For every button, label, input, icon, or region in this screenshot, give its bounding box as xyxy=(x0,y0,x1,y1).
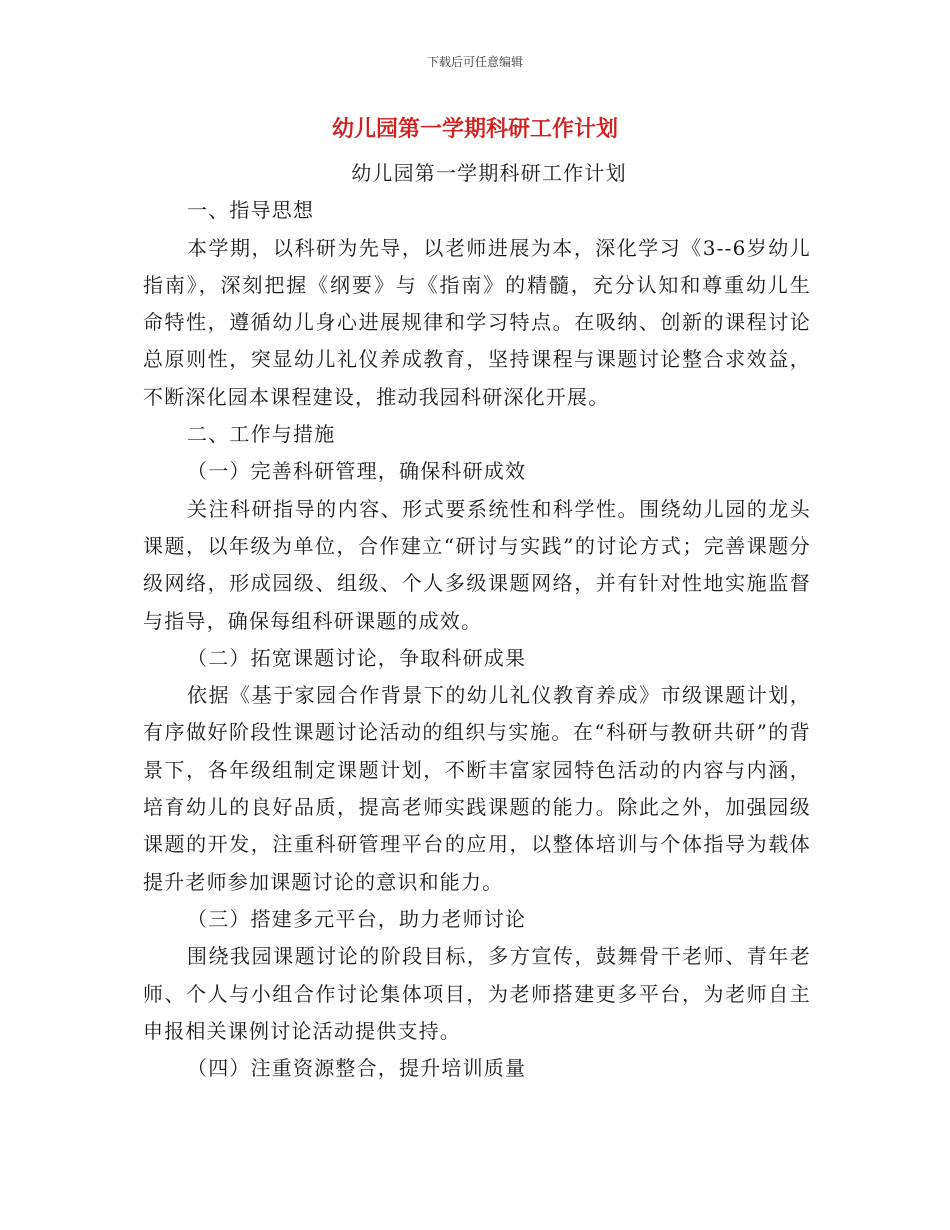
page-header-note: 下载后可任意编辑 xyxy=(426,55,523,69)
subheading-research-management: （一）完善科研管理，确保科研成效 xyxy=(187,459,527,484)
subheading-platforms: （三）搭建多元平台，助力老师讨论 xyxy=(187,906,527,931)
paragraph-topic-research: 依据《基于家园合作背景下的幼儿礼仪教育养成》市级课题计划，有序做好阶段性课题讨论活动的组织与实施。在“科研与教研共研”的背景下，各年级组制定课题计划，不断丰富家园特色活动的内容与内涵，培育幼儿的良好品质，提高老师实践课题的能力。除此之外，加强园级课题的开发，注重科研管理平台的应用，以整体培训与个体指导为载体提升老师参加课题讨论的意识和能力。 xyxy=(143,683,811,894)
document-subtitle: 幼儿园第一学期科研工作计划 xyxy=(351,161,627,185)
paragraph-research-management: 关注科研指导的内容、形式要系统性和科学性。围绕幼儿园的龙头课题，以年级为单位，合作建立“研讨与实践”的讨论方式；完善课题分级网络，形成园级、组级、个人多级课题网络，并有针对性地实施监督与指导，确保每组科研课题的成效。 xyxy=(143,496,811,633)
paragraph-guiding-ideology: 本学期，以科研为先导，以老师进展为本，深化学习《3--6岁幼儿指南》，深刻把握《纲要》与《指南》的精髓，充分认知和尊重幼儿生命特性，遵循幼儿身心进展规律和学习特点。在吸纳、创新的课程讨论总原则性，突显幼儿礼仪养成教育，坚持课程与课题讨论整合求效益，不断深化园本课程建设，推动我园科研深化开展。 xyxy=(143,235,811,409)
paragraph-platforms: 围绕我园课题讨论的阶段目标，多方宣传，鼓舞骨干老师、青年老师、个人与小组合作讨论集体项目，为老师搭建更多平台，为老师自主申报相关课例讨论活动提供支持。 xyxy=(143,944,811,1043)
subheading-resource-integration: （四）注重资源整合，提升培训质量 xyxy=(187,1056,527,1081)
section-heading-guiding-ideology: 一、指导思想 xyxy=(187,198,315,223)
subheading-topic-research: （二）拓宽课题讨论，争取科研成果 xyxy=(187,645,527,670)
section-heading-work-measures: 二、工作与措施 xyxy=(187,422,336,447)
document-title: 幼儿园第一学期科研工作计划 xyxy=(331,117,618,142)
document-body xyxy=(143,155,811,1087)
